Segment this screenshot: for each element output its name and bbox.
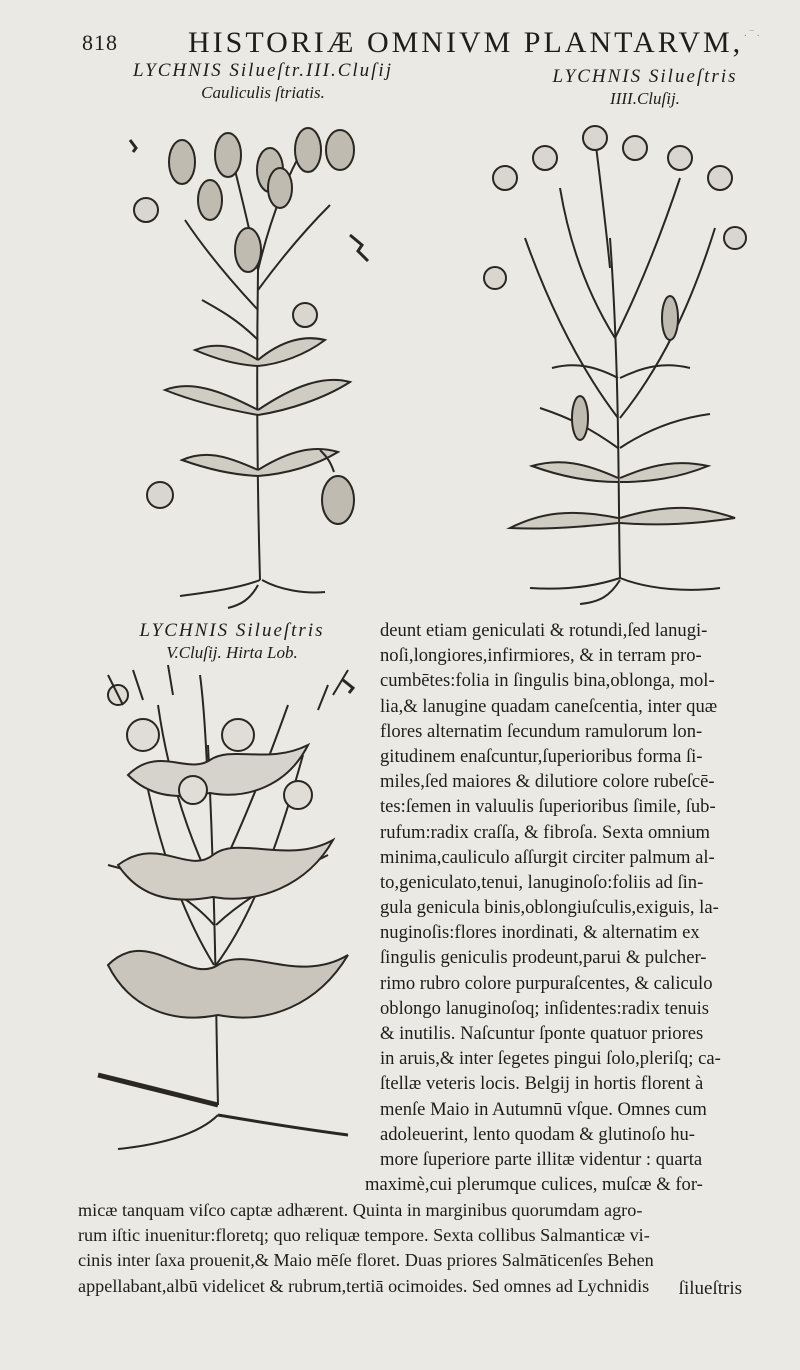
text-line: to,geniculato,tenui, lanuginoſo:foliis ad ſin-	[380, 871, 704, 893]
figure-3-caption-line-1: LYCHNIS Silueſtris	[139, 620, 325, 641]
text-line: tes:ſemen in valuulis ſuperioribus ſimile, ſub-	[380, 796, 716, 818]
figure-1-caption	[118, 60, 408, 104]
text-line: rum iſtic inuenitur:floretq; quo reliquæ tempore. Sexta collibus Salmanticæ vi-	[78, 1225, 650, 1246]
text-line: appellabant,albū videlicet & rubrum,tertiā ocimoides. Sed omnes ad Lychnidis	[78, 1275, 650, 1296]
text-line: gitudinem enaſcuntur,ſuperioribus forma ſi-	[380, 745, 703, 767]
text-line: flores alternatim ſecundum ramulorum lon-	[380, 720, 703, 742]
plant-illustration-1	[110, 110, 400, 610]
text-line: in aruis,& inter ſegetes pingui ſolo,pleriſq; ca-	[380, 1048, 721, 1070]
text-line: & inutilis. Naſcuntur ſponte quatuor priores	[380, 1023, 704, 1044]
text-line: micæ tanquam viſco captæ adhærent. Quinta in marginibus quorumdam agro-	[78, 1200, 643, 1220]
text-line: oblongo lanuginoſoq; inſidentes:radix tenuis	[380, 997, 709, 1019]
figure-2-caption-line-1: LYCHNIS Silueſtris	[552, 66, 738, 87]
text-line: menſe Maio in Autumnū vſque. Omnes cum	[380, 1098, 707, 1120]
text-line: rufum:radix craſſa, & fibroſa. Sexta omnium	[380, 821, 710, 843]
body-text-full-width	[78, 1198, 654, 1299]
figure-3-caption	[112, 620, 352, 664]
text-line: ſtellæ veteris locis. Belgij in hortis florent à	[380, 1073, 704, 1095]
plant-illustration-3	[88, 665, 373, 1165]
text-line: maximè,cui plerumque culices, muſcæ & for-	[365, 1174, 703, 1196]
catchword: ſilueſtris	[678, 1278, 742, 1299]
text-line: deunt etiam geniculati & rotundi,ſed lanugi-	[380, 620, 708, 641]
text-line: miles,ſed maiores & dilutiore colore rubeſcē-	[380, 771, 715, 793]
figure-2-caption-line-2: IIII.Cluſij.	[610, 89, 680, 108]
text-line: rimo rubro colore purpuraſcentes, & caliculo	[380, 972, 713, 994]
text-line: minima,cauliculo aſſurgit circiter palmum al-	[380, 846, 715, 868]
text-line: cinis inter ſaxa prouenit,& Maio mēſe floret. Duas priores Salmāticenſes Behen	[78, 1250, 654, 1271]
plant-illustration-2	[470, 118, 770, 608]
text-line: more ſuperiore parte illitæ videntur : quarta	[380, 1148, 703, 1170]
figure-3-caption-line-2: V.Cluſij. Hirta Lob.	[166, 643, 298, 662]
text-line: nuginoſis:flores inordinati, & alternatim ex	[380, 922, 700, 944]
text-line: noſi,longiores,infirmiores, & in terram pro-	[380, 645, 702, 667]
text-line: cumbētes:folia in ſingulis bina,oblonga, mol-	[380, 670, 715, 692]
body-text-column	[365, 618, 721, 1197]
page-number: 818	[82, 30, 118, 55]
corner-mark: · ‾ ·	[743, 30, 760, 42]
figure-1-caption-line-1: LYCHNIS Silueſtr.III.Cluſij	[132, 60, 393, 81]
text-line: ſingulis geniculis prodeunt,parui & pulcher-	[380, 947, 707, 969]
figure-1-caption-line-2: Cauliculis ſtriatis.	[201, 83, 325, 102]
figure-2-caption	[505, 66, 785, 110]
running-title: HISTORIÆ OMNIVM PLANTARVM,	[188, 26, 744, 59]
text-line: gula genicula binis,oblongiuſculis,exiguis, la-	[380, 897, 719, 919]
text-line: adoleuerint, lento quodam & glutinoſo hu-	[380, 1123, 696, 1145]
text-line: lia,& lanugine quadam caneſcentia, inter quæ	[380, 695, 718, 717]
